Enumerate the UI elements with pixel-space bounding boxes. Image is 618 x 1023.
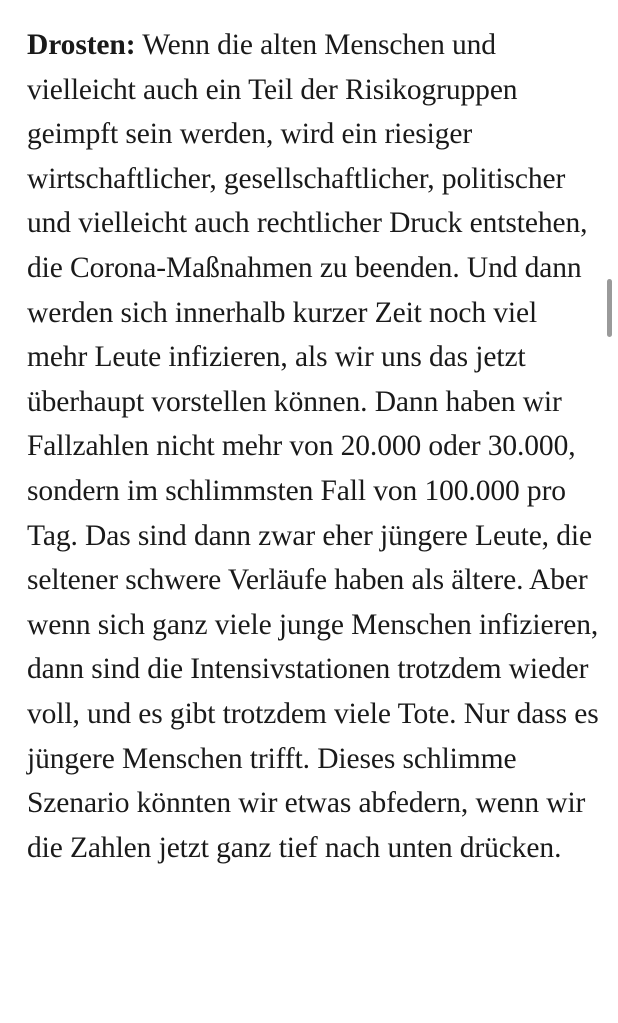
scrollbar-thumb[interactable]: [607, 279, 612, 337]
article-paragraph: [27, 23, 602, 870]
paragraph-text: Wenn die alten Menschen und vielleicht auch ein Teil der Risikogruppen geimpft sein werden, wird ein riesiger wirtschaftlicher, gesellschaftlicher, politischer und vielleicht auch rechtlicher Druck entstehen, die Corona-Maßnahmen zu beenden. Und dann werden sich innerhalb kurzer Zeit noch viel mehr Leute infizieren, als wir uns das jetzt überhaupt vorstellen können. Dann haben wir Fallzahlen nicht mehr von 20.000 oder 30.000, sondern im schlimmsten Fall von 100.000 pro Tag. Das sind dann zwar eher jüngere Leute, die seltener schwere Verläufe haben als ältere. Aber wenn sich ganz viele junge Menschen infizieren, dann sind die Intensivstationen trotzdem wieder voll, und es gibt trotzdem viele Tote. Nur dass es jüngere Menschen trifft. Dieses schlimme Szenario könnten wir etwas abfedern, wenn wir die Zahlen jetzt ganz tief nach unten drücken.: [27, 29, 599, 864]
speaker-label: Drosten:: [27, 29, 136, 61]
